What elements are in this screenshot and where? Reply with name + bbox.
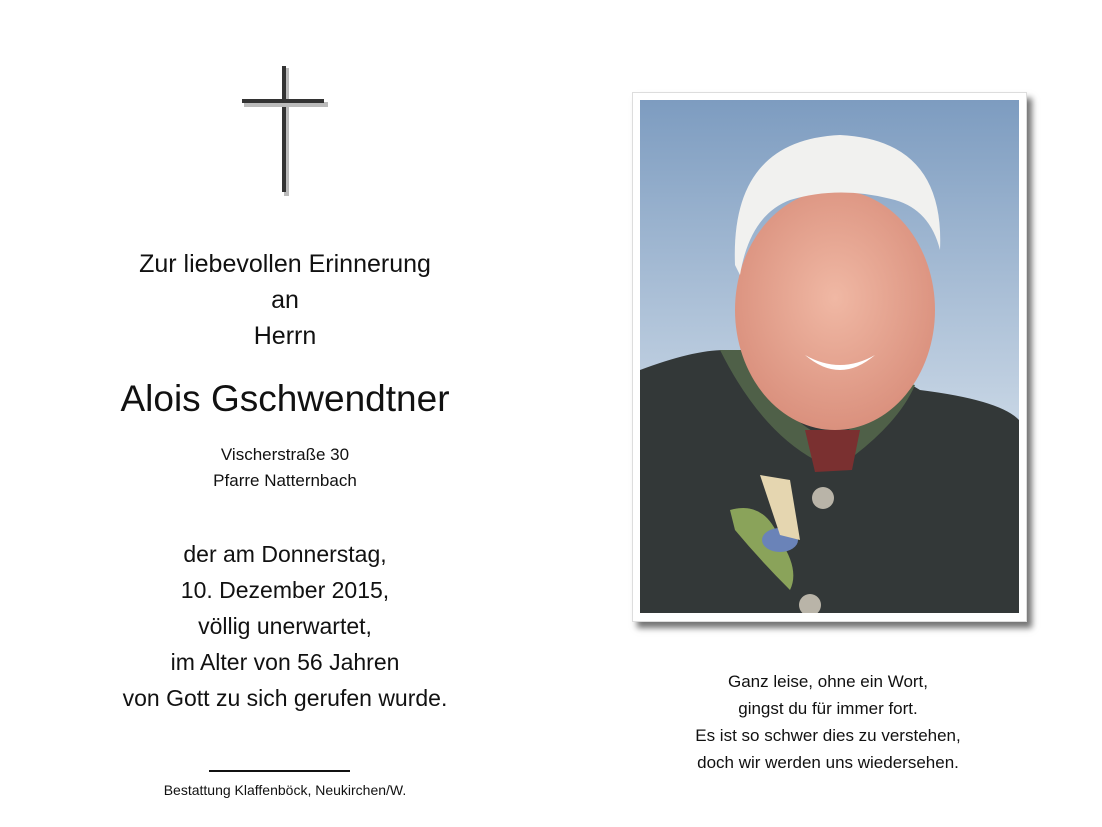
portrait-frame bbox=[632, 92, 1027, 622]
deceased-name: Alois Gschwendtner bbox=[120, 378, 450, 419]
funeral-home: Bestattung Klaffenböck, Neukirchen/W. bbox=[163, 782, 407, 798]
address-parish: Pfarre Natternbach bbox=[213, 471, 357, 490]
intro-line: Herrn bbox=[253, 322, 317, 350]
address bbox=[85, 442, 485, 494]
intro-line: Zur liebevollen Erinnerung bbox=[139, 250, 431, 278]
address-street: Vischerstraße 30 bbox=[220, 445, 350, 464]
body-line: von Gott zu sich gerufen wurde. bbox=[122, 685, 448, 711]
poem-line: Es ist so schwer dies zu verstehen, bbox=[695, 726, 961, 745]
poem-line: Ganz leise, ohne ein Wort, bbox=[727, 672, 928, 691]
divider bbox=[209, 770, 350, 772]
cross-icon bbox=[240, 66, 330, 198]
poem-line: doch wir werden uns wiedersehen. bbox=[697, 753, 959, 772]
body-line: der am Donnerstag, bbox=[183, 541, 387, 567]
body-line: 10. Dezember 2015, bbox=[180, 577, 390, 603]
poem bbox=[628, 668, 1028, 776]
poem-line: gingst du für immer fort. bbox=[738, 699, 918, 718]
intro-line: an bbox=[271, 286, 299, 314]
body-line: völlig unerwartet, bbox=[198, 613, 372, 639]
portrait-photo bbox=[640, 100, 1019, 613]
body-line: im Alter von 56 Jahren bbox=[170, 649, 400, 675]
death-notice bbox=[85, 536, 485, 716]
